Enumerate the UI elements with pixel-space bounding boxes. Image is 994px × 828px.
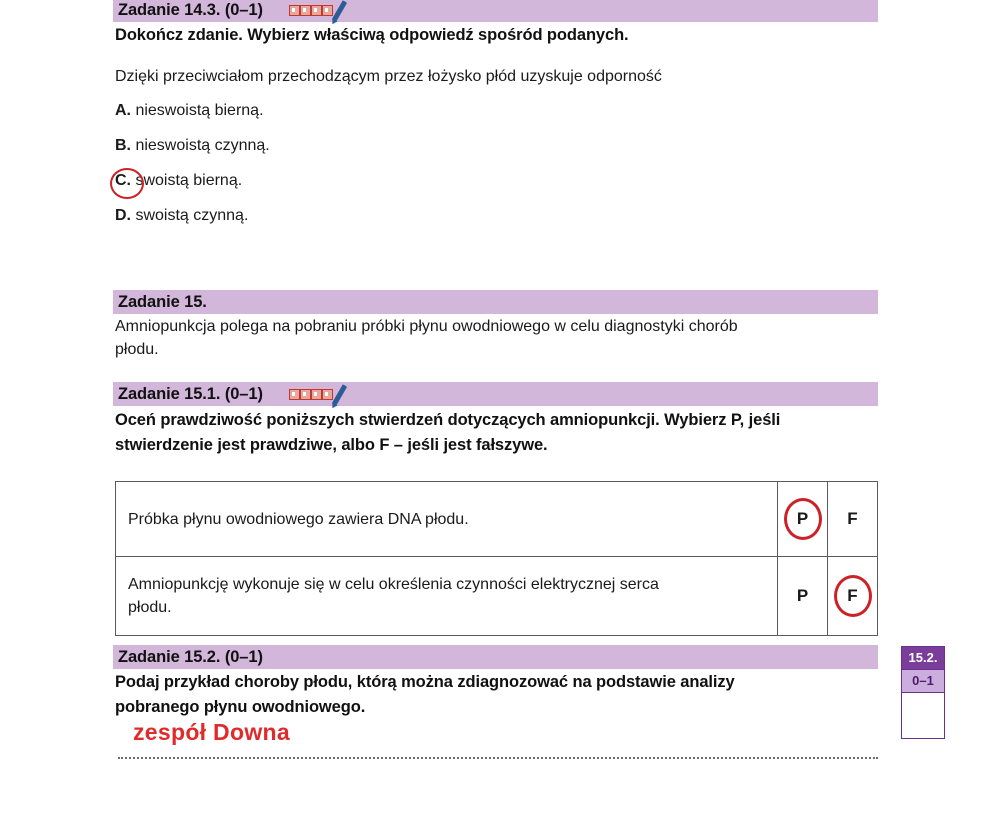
stem-14-3: Dzięki przeciwciałom przechodzącym przez łożysko płód uzyskuje odporność — [115, 68, 662, 85]
score-box-15-2 — [901, 646, 945, 739]
statement-cell-1: Próbka płynu owodniowego zawiera DNA płodu. — [116, 482, 778, 557]
p-label: P — [796, 509, 809, 528]
pen-icon — [332, 0, 347, 22]
statement-cell-2 — [116, 557, 778, 636]
task-banner-15-1 — [113, 382, 878, 406]
task-banner-15-2 — [113, 645, 878, 669]
option-d-text: swoistą czynną. — [135, 207, 249, 224]
task-banner-14-3 — [113, 0, 878, 22]
option-b-14-3[interactable] — [115, 135, 270, 157]
squares-pen-icon-15-1 — [289, 384, 357, 404]
option-b-letter: B. — [115, 137, 131, 154]
option-b-text: nieswoistą czynną. — [135, 137, 270, 154]
option-d-letter: D. — [115, 207, 131, 224]
squares-pen-icon — [289, 0, 357, 20]
score-box-task-id: 15.2. — [902, 647, 944, 669]
option-a-letter: A. — [115, 102, 131, 119]
answer-cell-f-1[interactable] — [828, 482, 878, 557]
task-label-15-2: Zadanie 15.2. (0–1) — [118, 647, 263, 666]
task-15-body-line-1: Amniopunkcja polega na pobraniu próbki płynu owodniowego w celu diagnostyki chorób — [115, 318, 738, 335]
score-box-awarded[interactable] — [902, 692, 944, 738]
table-row — [116, 482, 878, 557]
answer-cell-f-2[interactable] — [828, 557, 878, 636]
instruction-15-1-line-2: stwierdzenie jest prawdziwe, albo F – jeśli jest fałszywe. — [115, 436, 548, 454]
true-false-table — [115, 481, 878, 636]
task-banner-15 — [113, 290, 878, 314]
instruction-14-3: Dokończ zdanie. Wybierz właściwą odpowiedź spośród podanych. — [115, 26, 629, 44]
option-c-letter: C. — [115, 172, 131, 189]
task-label-15: Zadanie 15. — [118, 292, 207, 311]
statement-line-2: płodu. — [128, 599, 172, 616]
squares-icon — [289, 389, 333, 400]
task-15-body-line-2: płodu. — [115, 341, 159, 358]
p-label: P — [796, 586, 809, 605]
f-label: F — [847, 586, 858, 605]
instruction-15-2-line-2: pobranego płynu owodniowego. — [115, 698, 366, 716]
squares-icon — [289, 5, 333, 16]
option-a-14-3[interactable] — [115, 100, 264, 122]
option-d-14-3[interactable] — [115, 205, 248, 227]
pen-icon — [332, 384, 347, 406]
task-label-14-3: Zadanie 14.3. (0–1) — [118, 0, 263, 19]
handwritten-answer-15-2: zespół Downa — [133, 719, 290, 745]
answer-cell-p-1[interactable] — [778, 482, 828, 557]
table-row — [116, 557, 878, 636]
score-box-range: 0–1 — [902, 669, 944, 692]
answer-cell-p-2[interactable] — [778, 557, 828, 636]
instruction-15-1-line-1: Oceń prawdziwość poniższych stwierdzeń dotyczących amniopunkcji. Wybierz P, jeśli — [115, 411, 781, 429]
answer-dotted-line — [118, 757, 878, 759]
option-c-14-3[interactable] — [115, 170, 242, 192]
f-label: F — [847, 509, 858, 528]
statement-line-1: Amniopunkcję wykonuje się w celu określenia czynności elektrycznej serca — [128, 576, 659, 593]
option-a-text: nieswoistą bierną. — [135, 102, 264, 119]
instruction-15-2-line-1: Podaj przykład choroby płodu, którą można zdiagnozować na podstawie analizy — [115, 673, 735, 691]
task-label-15-1: Zadanie 15.1. (0–1) — [118, 384, 263, 403]
option-c-text: swoistą bierną. — [135, 172, 243, 189]
